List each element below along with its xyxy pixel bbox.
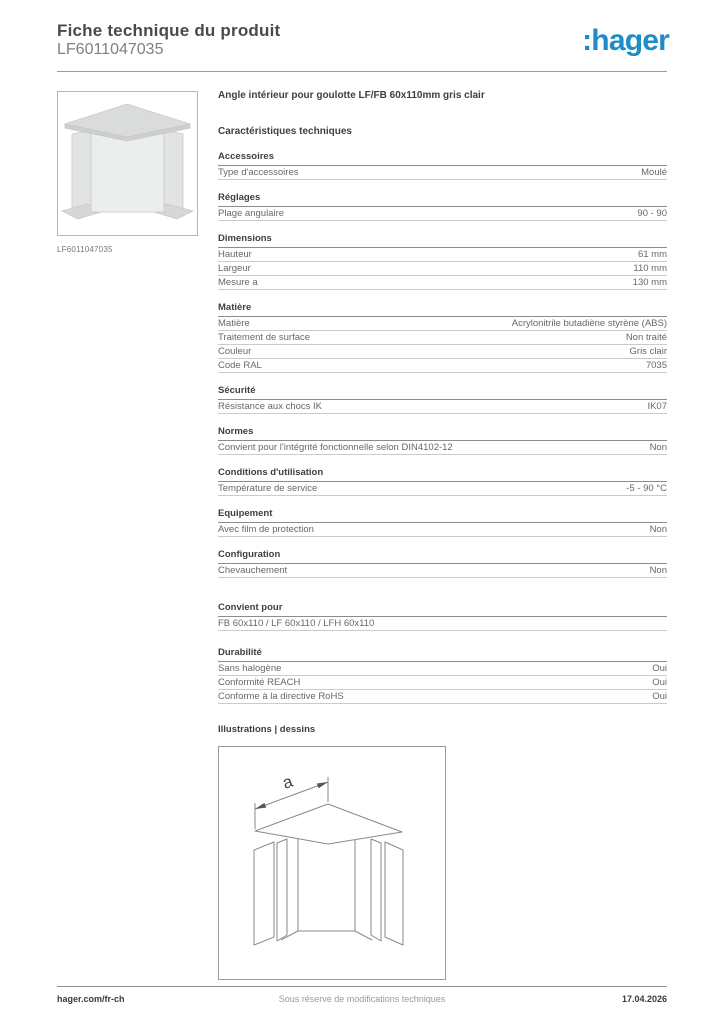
spec-value: Acrylonitrile butadiène styrène (ABS): [511, 318, 667, 329]
spec-value: 7035: [645, 360, 667, 371]
illustrations-heading: Illustrations | dessins: [218, 724, 316, 735]
spec-label: Plage angulaire: [218, 208, 285, 219]
section-title: Configuration: [218, 549, 667, 564]
section-durabilite: [218, 647, 667, 704]
section-equipement: [218, 508, 667, 537]
footer-divider: [57, 986, 667, 987]
technical-drawing: [218, 746, 446, 980]
characteristics-heading: Caractéristiques techniques: [218, 126, 352, 137]
spec-row: [218, 564, 667, 578]
section-title: Accessoires: [218, 151, 667, 166]
product-image-caption: LF6011047035: [57, 245, 113, 254]
spec-value: Non: [649, 565, 667, 576]
spec-label: Code RAL: [218, 360, 262, 371]
section-title: Conditions d'utilisation: [218, 467, 667, 482]
spec-value: Oui: [652, 663, 667, 674]
spec-row: [218, 248, 667, 262]
technical-drawing-graphic: [219, 747, 445, 979]
spec-row: [218, 345, 667, 359]
spec-value: IK07: [647, 401, 667, 412]
hager-logo: :hager: [582, 24, 669, 57]
section-dimensions: [218, 233, 667, 290]
section-title: Réglages: [218, 192, 667, 207]
spec-row: [218, 662, 667, 676]
dimension-label: a: [279, 771, 296, 793]
spec-value: Non: [649, 442, 667, 453]
product-image: [57, 91, 198, 236]
spec-label: Chevauchement: [218, 565, 288, 576]
footer-website-link[interactable]: hager.com/fr-ch: [57, 994, 125, 1004]
section-title: Matière: [218, 302, 667, 317]
section-accessoires: [218, 151, 667, 180]
spec-value: 130 mm: [632, 277, 667, 288]
section-title: Sécurité: [218, 385, 667, 400]
section-title: Normes: [218, 426, 667, 441]
spec-row: [218, 317, 667, 331]
product-title: Angle intérieur pour goulotte LF/FB 60x110mm gris clair: [218, 90, 485, 101]
spec-label: Convient pour l'intégrité fonctionnelle selon DIN4102-12: [218, 442, 453, 453]
spec-label: Matière: [218, 318, 250, 329]
section-title: Durabilité: [218, 647, 667, 662]
spec-label: Température de service: [218, 483, 318, 494]
spec-row: [218, 617, 667, 631]
section-reglages: [218, 192, 667, 221]
spec-label: Avec film de protection: [218, 524, 314, 535]
spec-row: [218, 276, 667, 290]
spec-label: Largeur: [218, 263, 251, 274]
section-convient-pour: [218, 602, 667, 631]
section-normes: [218, 426, 667, 455]
page-title: Fiche technique du produit: [57, 21, 281, 40]
spec-label: Mesure a: [218, 277, 258, 288]
spec-value: Oui: [652, 677, 667, 688]
spec-row: [218, 676, 667, 690]
spec-label: Couleur: [218, 346, 252, 357]
spec-value: Non: [649, 524, 667, 535]
footer-date: 17.04.2026: [621, 994, 667, 1004]
spec-row: [218, 482, 667, 496]
spec-row: [218, 262, 667, 276]
spec-label: Résistance aux chocs IK: [218, 401, 323, 412]
section-title: Dimensions: [218, 233, 667, 248]
header-divider: [57, 71, 667, 72]
spec-label: Conformité REACH: [218, 677, 301, 688]
spec-value: Non traité: [625, 332, 667, 343]
spec-label: Sans halogène: [218, 663, 282, 674]
spec-row: [218, 166, 667, 180]
spec-label: Traitement de surface: [218, 332, 311, 343]
section-matiere: [218, 302, 667, 373]
spec-value: -5 - 90 °C: [626, 483, 667, 494]
spec-value: 90 - 90: [637, 208, 667, 219]
spec-label: Hauteur: [218, 249, 252, 260]
section-title: Convient pour: [218, 602, 667, 617]
spec-row: [218, 400, 667, 414]
section-conditions-utilisation: [218, 467, 667, 496]
spec-row: [218, 523, 667, 537]
section-title: Equipement: [218, 508, 667, 523]
spec-value: Gris clair: [629, 346, 667, 357]
specs-column: [218, 90, 667, 980]
spec-row: [218, 207, 667, 221]
spec-label: Type d'accessoires: [218, 167, 299, 178]
product-photo-graphic: [58, 92, 197, 235]
spec-sections: [218, 151, 667, 704]
spec-value: Moulé: [641, 167, 667, 178]
section-configuration: [218, 549, 667, 578]
spec-row: [218, 331, 667, 345]
spec-value: 61 mm: [637, 249, 667, 260]
spec-row: [218, 359, 667, 373]
spec-label: FB 60x110 / LF 60x110 / LFH 60x110: [218, 618, 375, 629]
spec-row: [218, 690, 667, 704]
section-securite: [218, 385, 667, 414]
header-product-id: LF6011047035: [57, 41, 164, 58]
spec-row: [218, 441, 667, 455]
spec-value: Oui: [652, 691, 667, 702]
spec-value: 110 mm: [633, 263, 667, 274]
footer-notice: Sous réserve de modifications techniques: [278, 994, 446, 1004]
spec-label: Conforme à la directive RoHS: [218, 691, 344, 702]
